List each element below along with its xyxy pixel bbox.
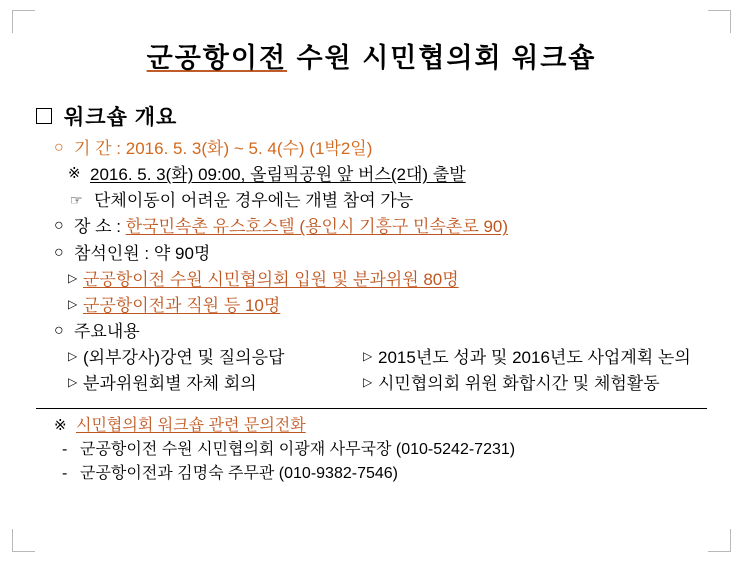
list-item-place [54, 215, 723, 239]
page-title-underlined-part: 군공항이전 [146, 43, 288, 73]
horizontal-divider [36, 408, 707, 409]
circle-bullet-icon: ○ [54, 139, 64, 156]
note-text: 단체이동이 어려운 경우에는 개별 참여 가능 [94, 191, 414, 211]
page-title [0, 36, 743, 75]
content-4-text: 시민협의회 위원 화합시간 및 체험활동 [378, 374, 660, 394]
list-item-attendee-sub-1 [68, 268, 723, 292]
triangle-bullet-icon: ▷ [68, 296, 78, 311]
list-item-content-3 [68, 372, 363, 396]
content-label: 주요내용 [74, 321, 140, 341]
document-body [54, 137, 723, 398]
attendee-sub-2-text: 군공항이전과 직원 등 10명 [83, 295, 281, 315]
footer-contact-1 [54, 439, 743, 462]
dash-bullet-icon: - [62, 464, 68, 482]
dash-bullet-icon: - [62, 440, 68, 458]
list-item-departure [68, 163, 723, 187]
content-row-1 [68, 346, 723, 372]
list-item-note [68, 189, 723, 213]
footer-heading-row [54, 415, 743, 438]
square-bullet-icon [36, 108, 52, 124]
place-label: 장 소 : [74, 217, 126, 237]
attendee-sub-1-text: 군공항이전 수원 시민협의회 입원 및 분과위원 80명 [83, 269, 459, 289]
triangle-bullet-icon: ▷ [68, 349, 78, 363]
list-item-contents [54, 320, 723, 344]
list-item-attendees [54, 242, 723, 266]
list-item-attendee-sub-2 [68, 294, 723, 318]
content-2-text: 2015년도 성과 및 2016년도 사업계획 논의 [378, 348, 691, 367]
period-value: 2016. 5. 3(화) ~ 5. 4(수) (1박2일) [125, 139, 373, 158]
section-heading-label: 워크숍 개요 [64, 106, 178, 129]
list-item-content-1 [68, 346, 363, 370]
footer-contact-1-text: 군공항이전 수원 시민협의회 이광재 사무국장 (010-5242-7231) [80, 440, 516, 458]
list-item-period [54, 137, 723, 161]
list-item-content-4 [363, 372, 723, 396]
circle-bullet-icon: ○ [54, 321, 64, 339]
attendee-label: 참석인원 : 약 90명 [74, 243, 211, 263]
triangle-bullet-icon: ▷ [363, 375, 373, 390]
footer-block [54, 415, 743, 485]
place-value: 한국민속촌 유스호스텔 (용인시 기흥구 민속촌로 90) [125, 217, 509, 237]
departure-text: 2016. 5. 3(화) 09:00, 올림픽공원 앞 버스(2대) 출발 [90, 165, 466, 185]
content-1-text: (외부강사)강연 및 질의응답 [83, 348, 285, 367]
pointing-hand-icon: ☞ [70, 192, 83, 209]
section-heading [36, 101, 743, 131]
footer-contact-2 [54, 463, 743, 486]
triangle-bullet-icon: ▷ [363, 349, 373, 363]
footer-contact-2-text: 군공항이전과 김명숙 주무관 (010-9382-7546) [80, 464, 399, 482]
period-label: 기 간 : [74, 139, 126, 158]
content-row-2 [68, 372, 723, 398]
page-title-rest: 수원 시민협의회 워크숍 [287, 43, 597, 73]
footer-heading: 시민협의회 워크숍 관련 문의전화 [76, 417, 306, 435]
list-item-content-2 [363, 346, 723, 370]
triangle-bullet-icon: ▷ [68, 375, 78, 390]
circle-bullet-icon: ○ [54, 243, 64, 261]
triangle-bullet-icon: ▷ [68, 270, 78, 285]
reference-mark-icon: ※ [54, 417, 67, 435]
circle-bullet-icon: ○ [54, 217, 64, 235]
reference-mark-icon: ※ [68, 165, 81, 183]
content-3-text: 분과위원회별 자체 회의 [83, 374, 257, 394]
